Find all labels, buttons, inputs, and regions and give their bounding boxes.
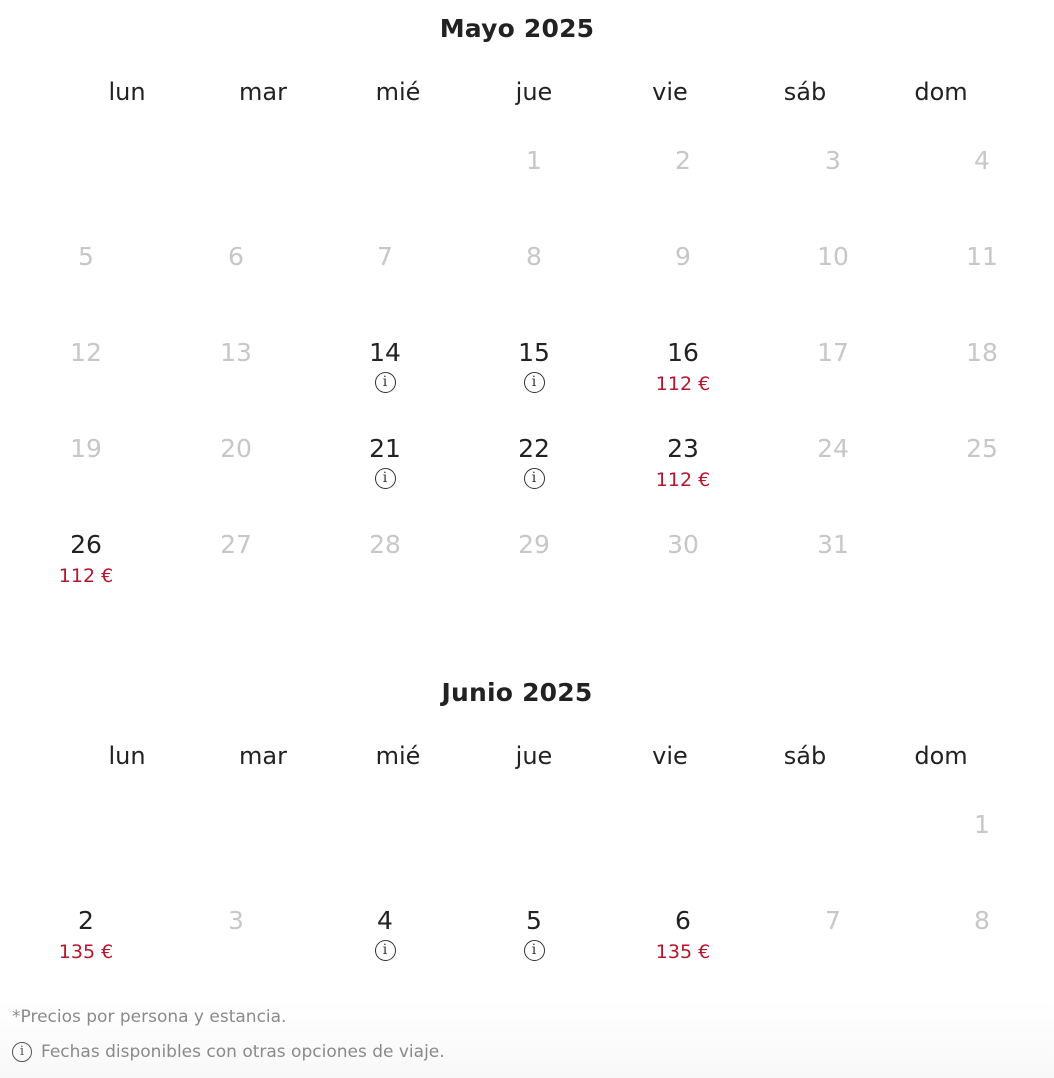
day-number: 1: [526, 146, 542, 175]
day-number: 3: [228, 906, 244, 935]
day-cell: [773, 434, 893, 514]
day-number: 15: [518, 338, 550, 367]
weekday-label: sáb: [783, 78, 827, 106]
day-number: 30: [667, 530, 699, 559]
weekday-label: lun: [108, 742, 146, 770]
day-cell: [176, 338, 296, 418]
weekday-label: mié: [375, 742, 421, 770]
day-cell[interactable]: [26, 906, 146, 986]
day-number: 10: [817, 242, 849, 271]
weekday-label: mié: [375, 78, 421, 106]
weekday-label: mar: [239, 78, 287, 106]
day-number: 6: [228, 242, 244, 271]
day-number: 2: [675, 146, 691, 175]
weekday-label: lun: [108, 78, 146, 106]
day-number: 29: [518, 530, 550, 559]
day-number: 16: [667, 338, 699, 367]
day-number: 23: [667, 434, 699, 463]
day-cell: [325, 242, 445, 322]
day-cell: [325, 530, 445, 610]
day-cell: [26, 338, 146, 418]
day-cell: [623, 242, 743, 322]
other-options-note-text: Fechas disponibles con otras opciones de viaje.: [41, 1042, 445, 1062]
day-number: 21: [369, 434, 401, 463]
day-cell: [26, 242, 146, 322]
prices-note: *Precios por persona y estancia.: [12, 1007, 287, 1027]
day-number: 28: [369, 530, 401, 559]
day-cell: [623, 146, 743, 226]
day-number: 20: [220, 434, 252, 463]
info-icon: i: [524, 468, 545, 489]
day-price: 135 €: [655, 941, 711, 963]
day-number: 5: [526, 906, 542, 935]
day-price: 112 €: [655, 469, 711, 491]
day-cell[interactable]: [325, 338, 445, 418]
day-cell: [474, 530, 594, 610]
weekday-label: jue: [515, 78, 553, 106]
day-cell: [922, 338, 1042, 418]
day-number: 4: [974, 146, 990, 175]
day-cell: [773, 906, 893, 986]
day-number: 22: [518, 434, 550, 463]
day-number: 13: [220, 338, 252, 367]
day-number: 6: [675, 906, 691, 935]
day-cell: [176, 530, 296, 610]
day-number: 3: [825, 146, 841, 175]
info-icon: i: [12, 1042, 32, 1062]
day-cell: [773, 242, 893, 322]
day-cell[interactable]: [623, 434, 743, 514]
day-cell: [922, 906, 1042, 986]
day-price: 112 €: [655, 373, 711, 395]
day-number: 4: [377, 906, 393, 935]
day-cell: [773, 146, 893, 226]
day-cell: [26, 434, 146, 514]
day-number: 12: [70, 338, 102, 367]
other-options-note: [12, 1042, 445, 1062]
day-cell: [773, 338, 893, 418]
day-number: 8: [526, 242, 542, 271]
day-cell: [922, 810, 1042, 890]
footnotes: [0, 1000, 1054, 1078]
day-number: 8: [974, 906, 990, 935]
day-cell: [922, 146, 1042, 226]
day-cell[interactable]: [26, 530, 146, 610]
info-icon: i: [375, 372, 396, 393]
day-number: 31: [817, 530, 849, 559]
info-icon: i: [375, 468, 396, 489]
weekday-label: vie: [652, 742, 688, 770]
day-cell[interactable]: [474, 434, 594, 514]
day-cell[interactable]: [474, 906, 594, 986]
day-cell[interactable]: [474, 338, 594, 418]
day-cell[interactable]: [325, 434, 445, 514]
day-price: 112 €: [58, 565, 114, 587]
day-cell: [623, 530, 743, 610]
day-number: 17: [817, 338, 849, 367]
weekday-label: sáb: [783, 742, 827, 770]
day-cell: [474, 146, 594, 226]
day-number: 14: [369, 338, 401, 367]
weekday-label: vie: [652, 78, 688, 106]
day-number: 25: [966, 434, 998, 463]
day-cell: [176, 906, 296, 986]
day-cell: [922, 242, 1042, 322]
day-number: 7: [377, 242, 393, 271]
day-number: 26: [70, 530, 102, 559]
day-number: 11: [966, 242, 998, 271]
weekday-label: mar: [239, 742, 287, 770]
day-cell[interactable]: [623, 338, 743, 418]
info-icon: i: [524, 372, 545, 393]
day-number: 2: [78, 906, 94, 935]
info-icon: i: [375, 940, 396, 961]
day-cell[interactable]: [325, 906, 445, 986]
day-number: 18: [966, 338, 998, 367]
day-cell: [922, 434, 1042, 514]
info-icon: i: [524, 940, 545, 961]
day-cell: [176, 242, 296, 322]
weekday-label: dom: [914, 742, 968, 770]
weekday-label: dom: [914, 78, 968, 106]
day-price: 135 €: [58, 941, 114, 963]
month-title: Junio 2025: [441, 678, 593, 707]
day-number: 9: [675, 242, 691, 271]
day-number: 5: [78, 242, 94, 271]
day-number: 27: [220, 530, 252, 559]
day-cell: [176, 434, 296, 514]
day-cell: [773, 530, 893, 610]
day-number: 1: [974, 810, 990, 839]
day-number: 7: [825, 906, 841, 935]
day-cell[interactable]: [623, 906, 743, 986]
day-number: 19: [70, 434, 102, 463]
weekday-label: jue: [515, 742, 553, 770]
day-cell: [474, 242, 594, 322]
month-title: Mayo 2025: [439, 14, 595, 43]
day-number: 24: [817, 434, 849, 463]
